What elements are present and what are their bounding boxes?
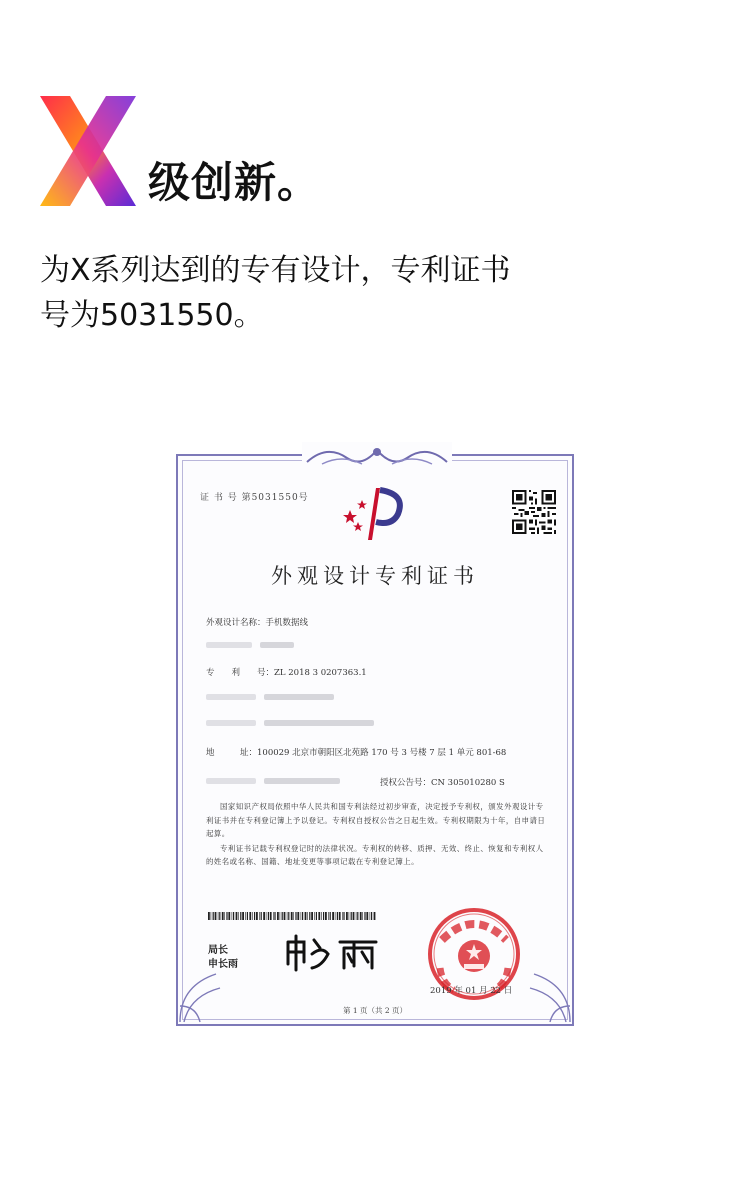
application-date-row-redacted	[206, 692, 334, 702]
address-value: 100029 北京市朝阳区北苑路 170 号 3 号楼 7 层 1 单元 801-68	[257, 748, 507, 758]
design-name-value: 手机数据线	[265, 618, 309, 628]
barcode-icon	[208, 912, 378, 920]
intro-line-1: 为X系列达到的专有设计，专利证书	[40, 253, 511, 288]
patent-certificate	[176, 454, 574, 1026]
intro-line-2: 号为5031550。	[40, 298, 264, 333]
body-paragraph-1: 国家知识产权局依照中华人民共和国专利法经过初步审查，决定授予专利权，颁发外观设计专利证书并在专利登记簿上予以登记。专利权自授权公告之日起生效。专利权期限为十年，自申请日起算。	[206, 802, 546, 838]
certificate-title: 外观设计专利证书	[271, 564, 479, 588]
patentee-row-redacted	[206, 718, 374, 728]
publication-number-value: CN 305010280 S	[431, 778, 505, 788]
patent-number-label: 专 利 号：	[206, 668, 275, 678]
design-name-label: 外观设计名称：	[206, 618, 266, 628]
grant-date-row-redacted	[206, 776, 340, 786]
director-name: 申长雨	[208, 959, 238, 970]
design-name-row	[206, 616, 308, 628]
body-paragraph-2: 专利证书记载专利权登记时的法律状况。专利权的转移、质押、无效、终止、恢复和专利权人的姓名或名称、国籍、地址变更等事项记载在专利登记簿上。	[206, 843, 544, 866]
cnipa-emblem-icon	[336, 484, 416, 544]
top-ornament	[302, 442, 452, 472]
inventor-row-redacted	[206, 640, 294, 650]
certificate-number: 证 书 号 第5031550号	[200, 493, 309, 503]
certificate-body	[206, 800, 550, 870]
seal-date: 2019 年 01 月 22 日	[430, 986, 513, 996]
qr-code-icon	[512, 490, 556, 534]
publication-number-row	[380, 776, 505, 788]
director-title: 局长	[208, 945, 228, 956]
director-block	[208, 944, 238, 972]
headline: 级创新。	[148, 158, 321, 207]
page-number: 第 1 页（共 2 页）	[342, 1006, 408, 1015]
address-label: 地 址：	[206, 748, 258, 758]
publication-number-label: 授权公告号：	[380, 778, 432, 788]
patent-number-value: ZL 2018 3 0207363.1	[274, 668, 367, 678]
patent-number-row	[206, 666, 367, 678]
director-signature	[282, 932, 382, 972]
intro-text	[40, 248, 680, 338]
x-logo	[40, 96, 136, 206]
address-row	[206, 746, 506, 758]
corner-ornament-left	[176, 966, 236, 1026]
